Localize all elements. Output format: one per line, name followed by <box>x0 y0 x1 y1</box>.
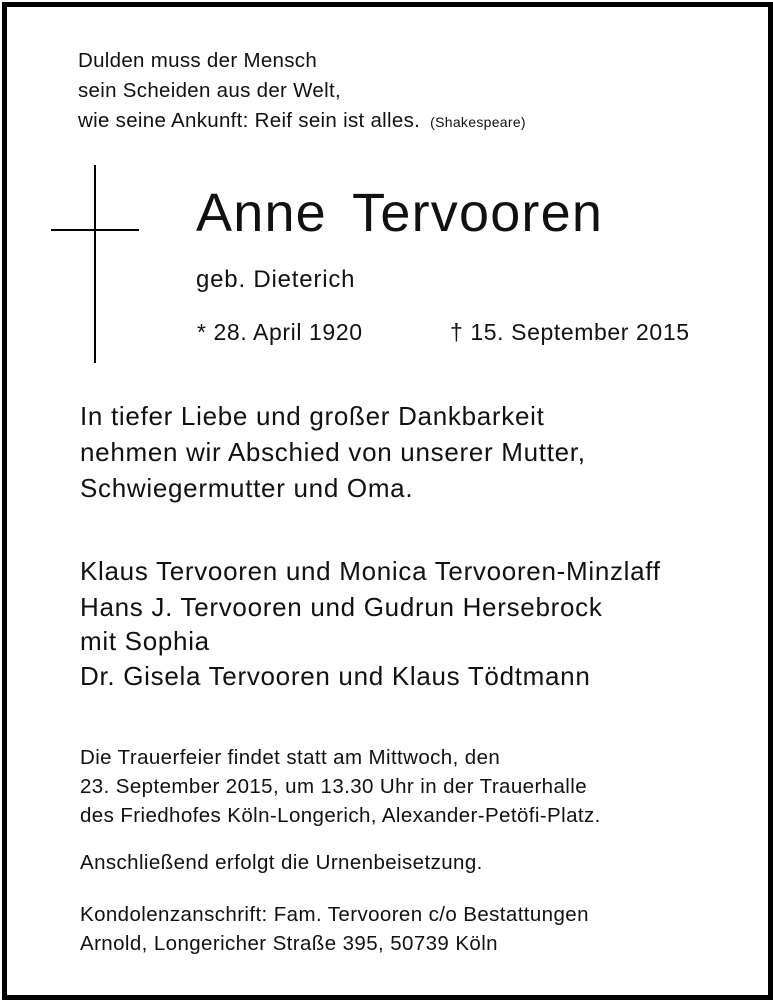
cross-icon-horizontal <box>51 229 139 231</box>
ceremony-line-1: Die Trauerfeier findet statt am Mittwoch, den <box>80 746 501 769</box>
ceremony-line-3: des Friedhofes Köln-Longerich, Alexander-Petöfi-Platz. <box>80 804 601 827</box>
message-line-2: nehmen wir Abschied von unserer Mutter, <box>80 437 586 467</box>
family-line-4: Dr. Gisela Tervooren und Klaus Tödtmann <box>80 661 591 691</box>
death-date: † 15. September 2015 <box>450 319 690 345</box>
family-line-3: mit Sophia <box>80 626 210 656</box>
quote-line-3 <box>78 106 526 137</box>
quote-line-3-text: wie seine Ankunft: Reif sein ist alles. <box>78 109 421 132</box>
condolence-line-2: Arnold, Longericher Straße 395, 50739 Köln <box>80 932 498 955</box>
message-line-3: Schwiegermutter und Oma. <box>80 473 414 503</box>
family-line-2: Hans J. Tervooren und Gudrun Hersebrock <box>80 592 603 622</box>
birth-date: * 28. April 1920 <box>197 319 363 345</box>
message-line-1: In tiefer Liebe und großer Dankbarkeit <box>80 401 545 431</box>
burial-note: Anschließend erfolgt die Urnenbeisetzung. <box>80 851 483 874</box>
ceremony-line-2: 23. September 2015, um 13.30 Uhr in der Trauerhalle <box>80 775 587 798</box>
deceased-name: Anne Tervooren <box>196 183 604 243</box>
quote-author: (Shakespeare) <box>430 114 526 130</box>
cross-icon-vertical <box>94 165 96 363</box>
maiden-name: geb. Dieterich <box>196 266 356 293</box>
family-line-1: Klaus Tervooren und Monica Tervooren-Minzlaff <box>80 556 661 586</box>
quote-line-1: Dulden muss der Mensch <box>78 49 318 72</box>
condolence-line-1: Kondolenzanschrift: Fam. Tervooren c/o Bestattungen <box>80 903 589 926</box>
quote-line-2: sein Scheiden aus der Welt, <box>78 79 341 102</box>
